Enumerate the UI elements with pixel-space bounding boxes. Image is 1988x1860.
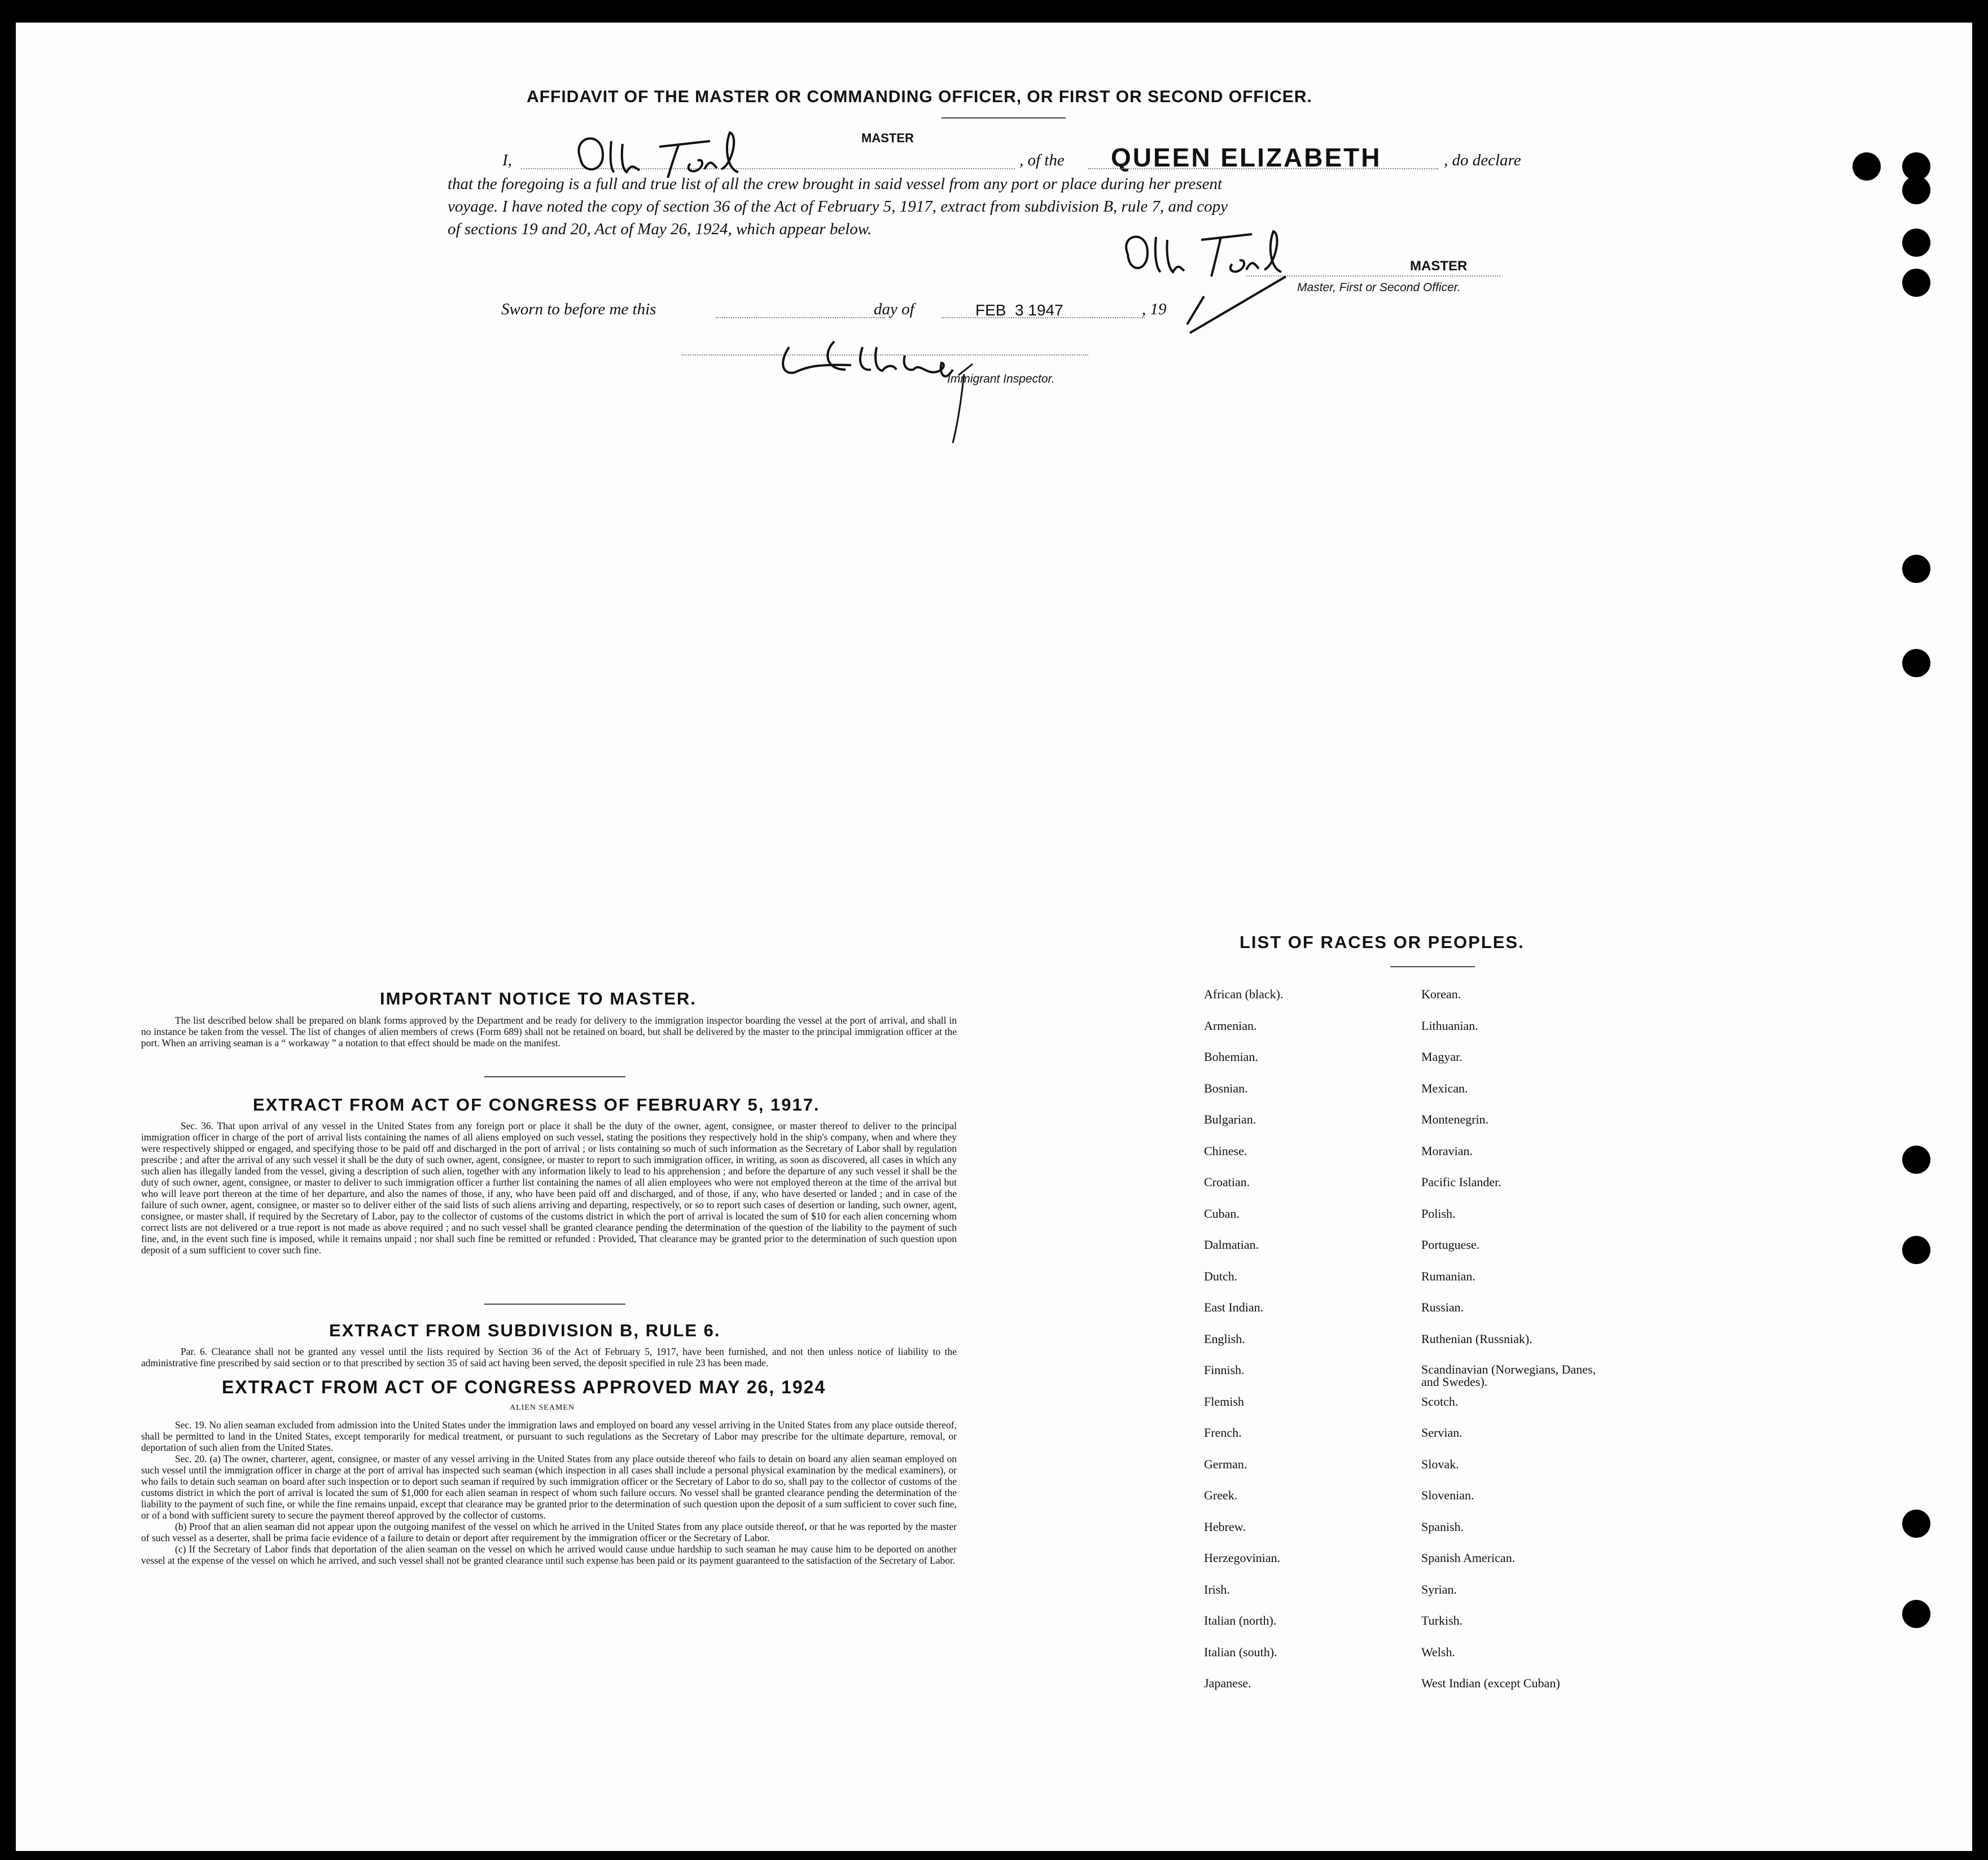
document-page (16, 23, 1972, 1851)
slash-mark (1184, 293, 1207, 330)
declaration-line-2: that the foregoing is a full and true list of all the crew brought in said vessel from any port or place during her present (448, 175, 1223, 193)
punch-hole (1902, 176, 1930, 204)
race-item: Spanish. (1421, 1519, 1464, 1534)
sec-20b-paragraph: (b) Proof that an alien seaman did not appear upon the outgoing manifest of the vessel on which he arrived in the United States from any place outside thereof, or that he was reported by the master of such vessel as a deserter, shall be prima facie evidence of a failure to detain or deport after requirement by the immigration officer or the Secretary of Labor. (141, 1521, 957, 1543)
race-item: Herzegovinian. (1204, 1551, 1280, 1565)
race-item: Scandinavian (Norwegians, Danes, and Swedes). (1421, 1362, 1596, 1389)
race-item: Italian (north). (1204, 1613, 1277, 1628)
declaration-line-3: voyage. I have noted the copy of section 36 of the Act of February 5, 1917, extract from subdivision B, rule 7, and copy (448, 198, 1228, 216)
vessel-name-line (1088, 168, 1438, 169)
race-item: English. (1204, 1331, 1245, 1346)
notice-title: IMPORTANT NOTICE TO MASTER. (380, 989, 697, 1008)
race-item: Greek. (1204, 1488, 1238, 1502)
race-item: Russian. (1421, 1300, 1464, 1314)
punch-hole (1902, 1510, 1930, 1538)
race-item: Syrian. (1421, 1582, 1457, 1596)
race-item: Ruthenian (Russniak). (1421, 1331, 1532, 1346)
race-item: Finnish. (1204, 1363, 1245, 1377)
sec-20c-paragraph: (c) If the Secretary of Labor finds that deportation of the alien seaman on the vessel on which he arrived would cause undue hardship to such seaman he may cause him to be deported on another vessel at the expense of the vessel on which he arrived, and such vessel shall not be granted clearance until such expense has been paid or its payment guaranteed to the satisfaction of the Secretary of Labor. (141, 1543, 957, 1566)
race-item: Flemish (1204, 1394, 1244, 1409)
punch-hole (1902, 555, 1930, 583)
of-the-label: , of the (1019, 151, 1065, 169)
vessel-name: QUEEN ELIZABETH (1111, 143, 1382, 172)
punch-hole (1853, 152, 1881, 181)
races-title: LIST OF RACES OR PEOPLES. (1240, 932, 1525, 952)
race-item: Polish. (1421, 1206, 1456, 1221)
race-item: Mexican. (1421, 1081, 1468, 1095)
race-item: Chinese. (1204, 1143, 1247, 1158)
race-item: Spanish American. (1421, 1551, 1516, 1565)
race-item: Bosnian. (1204, 1081, 1248, 1095)
race-item: Armenian. (1204, 1018, 1257, 1033)
year-prefix: , 19 (1142, 300, 1167, 318)
race-item: Magyar. (1421, 1050, 1462, 1064)
punch-hole (1902, 1236, 1930, 1264)
divider (484, 1304, 625, 1305)
rule6-body: Par. 6. Clearance shall not be granted any vessel until the lists required by Section 36 of the Act of February 5, 1917, have been furnished, and not then unless notice of liability to the administrative fine prescribed by said section or to that prescribed by section 35 of said act having been served, the deposit specified in rule 23 has been made. (141, 1346, 957, 1368)
title-underline (942, 117, 1066, 119)
extract-1917-body: Sec. 36. That upon arrival of any vessel in the United States from any foreign port or place it shall be the duty of the owner, agent, consignee, or master thereof to deliver to the principal immigration officer in charge of the port of arrival lists containing the names of all aliens employed on such vessel, stating the positions they respectively hold in the ship's company, when and where they were respectively shipped or engaged, and specifying those to be paid off and discharged in the port of arrival ; or lists containing so much of such information as the Secretary of Labor shall by regulation prescribe ; and after the arrival of any such vessel it shall be the duty of such owner, agent, consignee, or master to report to such immigration officer, in writing, as soon as discovered, all cases in which any such alien has illegally landed from the vessel, giving a description of such alien, together with any information likely to lead to his apprehension ; and before the departure of any such vessel it shall be the duty of such owner, agent, consignee, or master to deliver to such immigration officer a further list containing the names of all alien employees who were not employed thereon at the time of the arrival but who will leave port thereon at the time of her departure, and also the names of those, if any, who have been paid off and discharged, and of those, if any, who have deserted or landed ; and in case of the failure of such owner, agent, consignee, or master so to deliver either of the said lists of such aliens arriving and departing, respectively, or so to report such cases of desertion or landing, such owner, agent, consignee, or master shall, if required by the Secretary of Labor, pay to the collector of customs of the customs district in which the port of arrival is located the sum of $10 for each alien concerning whom correct lists are not delivered or a true report is not made as above required ; and no such vessel shall be granted clearance pending the determination of the question of the liability to the payment of such fine, and, in the event such fine is imposed, while it remains unpaid ; nor shall such fine be remitted or refunded : Provided, That clearance may be granted prior to the determination of such question upon deposit of a sum sufficient to cover such fine. (141, 1120, 957, 1256)
punch-hole (1902, 1600, 1930, 1628)
race-item: Turkish. (1421, 1613, 1463, 1628)
punch-hole (1902, 1146, 1930, 1174)
sworn-day-line (716, 317, 885, 318)
date-stamp: FEB 3 1947 (975, 301, 1063, 319)
punch-hole (1902, 269, 1930, 297)
race-item: West Indian (except Cuban) (1421, 1676, 1560, 1690)
extract-1917-title: EXTRACT FROM ACT OF CONGRESS OF FEBRUARY 5, 1917. (253, 1095, 820, 1115)
race-item: French. (1204, 1425, 1242, 1440)
notice-body: The list described below shall be prepared on blank forms approved by the Department and be ready for delivery to the immigration inspector boarding the vessel at the port of arrival, and shall in no instance be taken from the vessel. The list of changes of alien members of crews (Form 689) shall not be retained on board, but shall be delivered by the master to the principal immigration officer at the port. When an arriving seaman is a “ workaway ” a notation to that effect should be made on the manifest. (141, 1015, 957, 1049)
affidavit-title: AFFIDAVIT OF THE MASTER OR COMMANDING OFFICER, OR FIRST OR SECOND OFFICER. (527, 87, 1312, 106)
race-item: Irish. (1204, 1582, 1230, 1596)
rule6-title: EXTRACT FROM SUBDIVISION B, RULE 6. (329, 1321, 721, 1340)
races-title-underline (1390, 966, 1475, 967)
race-item: German. (1204, 1457, 1247, 1471)
master-signature-1 (569, 124, 750, 189)
sec-20a-paragraph: Sec. 20. (a) The owner, charterer, agent, consignee, or master of any vessel arriving in the United States from any place outside thereof who fails to detain on board any alien seaman employed on such vessel until the immigration officer in charge at the port of arrival has inspected such seaman (which inspection in all cases shall include a personal physical examination by the medical examiners), or who fails to detain such seaman on board after such inspection or to deport such seaman if required by such immigration officer or the Secretary of Labor to do so, shall pay to the collector of customs of the customs district in which the port of arrival is located the sum of $1,000 for each alien seaman in respect of whom such failure occurs. No vessel shall be granted clearance pending the determination of the liability to the payment of such fine, or while the fine remains unpaid, except that clearance may be granted prior to the determination of such question upon the deposit of a sum sufficient to cover such fine, or of a bond with sufficient surety to secure the payment thereof approved by the collector of customs. (141, 1453, 957, 1521)
race-item: Hebrew. (1204, 1519, 1246, 1534)
race-item: Bohemian. (1204, 1050, 1258, 1064)
sworn-month-line (942, 317, 1145, 318)
sec-19-paragraph: Sec. 19. No alien seaman excluded from admission into the United States under the immigration laws and employed on board any vessel arriving in the United States from any place outside thereof, shall be permitted to land in the United States, except temporarily for medical treatment, or pursuant to such regulations as the Secretary of Labor may prescribe for the ultimate departure, removal, or deportation of such alien from the United States. (141, 1419, 957, 1453)
race-item: Slovenian. (1421, 1488, 1474, 1502)
race-item: Dutch. (1204, 1269, 1238, 1283)
race-item: African (black). (1204, 987, 1284, 1001)
sworn-label: Sworn to before me this (501, 300, 656, 318)
races-list (1204, 988, 1740, 1708)
do-declare-label: , do declare (1444, 151, 1521, 169)
race-item: Moravian. (1421, 1143, 1473, 1158)
race-item: Welsh. (1421, 1644, 1455, 1659)
inspector-caption: Immigrant Inspector. (947, 372, 1055, 385)
signer-caption: Master, First or Second Officer. (1297, 281, 1461, 294)
race-item: Italian (south). (1204, 1644, 1277, 1659)
race-item: Portuguese. (1421, 1238, 1480, 1252)
inspector-signature (772, 330, 1032, 446)
day-of-label: day of (874, 300, 914, 318)
race-item: Montenegrin. (1421, 1112, 1489, 1126)
extract-1924-title: EXTRACT FROM ACT OF CONGRESS APPROVED MAY 26, 1924 (222, 1377, 826, 1397)
race-item: Scotch. (1421, 1394, 1459, 1409)
race-item: Rumanian. (1421, 1269, 1475, 1283)
race-item: Lithuanian. (1421, 1018, 1478, 1033)
race-item: Slovak. (1421, 1457, 1459, 1471)
punch-hole (1902, 649, 1930, 677)
race-item: East Indian. (1204, 1300, 1264, 1314)
affidavit-i-label: I, (502, 151, 512, 169)
declaration-line-4: of sections 19 and 20, Act of May 26, 1924, which appear below. (448, 220, 872, 238)
extract-1924-body (141, 1419, 957, 1566)
race-item: Dalmatian. (1204, 1238, 1259, 1252)
extract-1924-subtitle: ALIEN SEAMEN (510, 1403, 575, 1412)
race-item: Pacific Islander. (1421, 1175, 1501, 1189)
race-item: Croatian. (1204, 1175, 1250, 1189)
race-item: Korean. (1421, 987, 1461, 1001)
race-item: Bulgarian. (1204, 1112, 1256, 1126)
race-item: Servian. (1421, 1425, 1462, 1440)
race-item: Japanese. (1204, 1676, 1251, 1690)
master-rank-typed: MASTER (861, 131, 914, 145)
punch-hole (1902, 229, 1930, 257)
race-item: Cuban. (1204, 1206, 1240, 1221)
divider (484, 1076, 625, 1077)
signer-rank-typed: MASTER (1410, 258, 1468, 274)
master-signature-2 (1116, 220, 1354, 319)
